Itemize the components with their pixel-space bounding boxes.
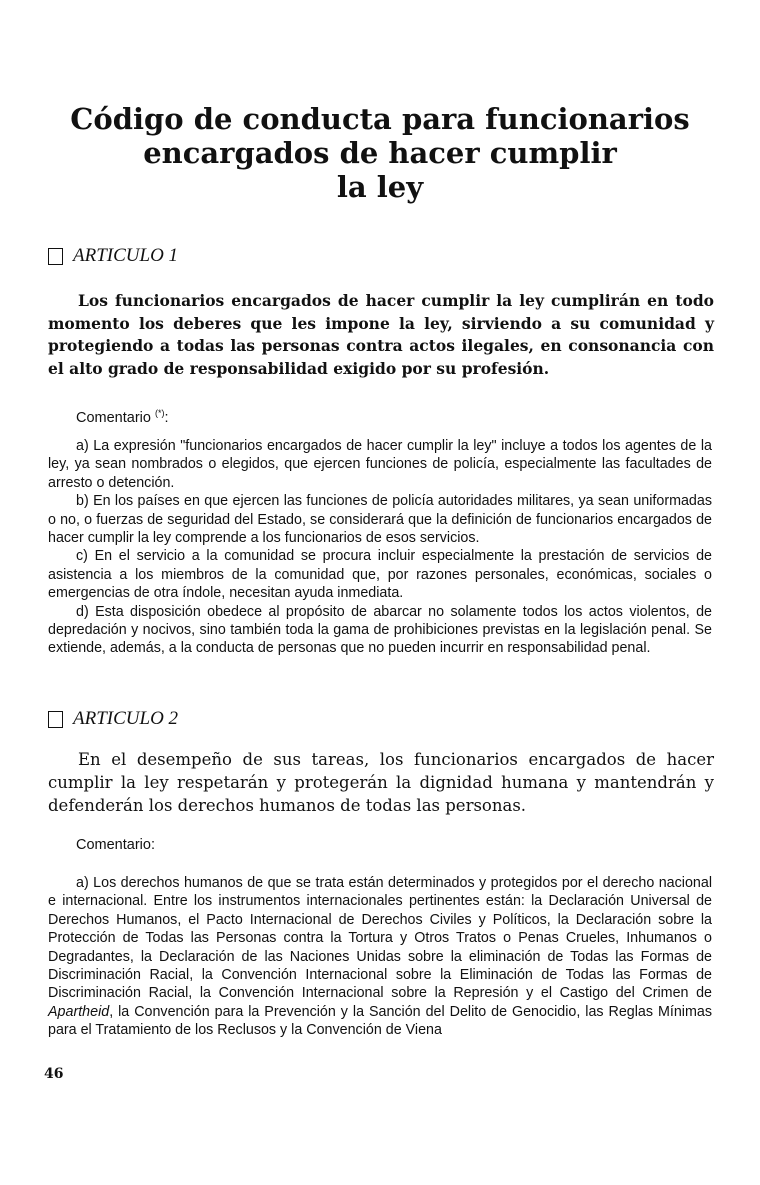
title-line-2: encargados de hacer cumplir bbox=[143, 136, 617, 170]
checkbox-square-icon bbox=[48, 248, 63, 265]
article-2-heading bbox=[48, 708, 178, 730]
article-2-heading-text: ARTICULO 2 bbox=[73, 708, 179, 729]
comment-item-a bbox=[48, 874, 712, 1040]
comment-label-colon: : bbox=[164, 409, 169, 426]
comment-item-d: d) Esta disposición obedece al propósito de abarcar no solamente todos los actos violentos, de depredación y nocivos, sino también toda la gama de prohibiciones previstas en la legislación penal. Se extiende, además, a la conducta de personas que no pueden incurrir en responsabilidad penal. bbox=[48, 603, 712, 657]
article-1-text: Los funcionarios encargados de hacer cumplir la ley cumplirán en todo momento los deberes que les impone la ley, sirviendo a su comunidad y protegiendo a todas las personas contra actos ilegales, en consonancia con el alto grado de responsabilidad exigido por su profesión. bbox=[48, 291, 714, 378]
article-2-comment-label: Comentario: bbox=[76, 837, 155, 853]
title-line-1: Código de conducta para funcionarios bbox=[70, 102, 690, 136]
page-number: 46 bbox=[44, 1066, 64, 1082]
document-title bbox=[60, 102, 700, 204]
checkbox-square-icon bbox=[48, 711, 63, 728]
article-2-comments bbox=[48, 874, 712, 1040]
title-line-3: la ley bbox=[336, 170, 424, 204]
comment-item-c: c) En el servicio a la comunidad se procura incluir especialmente la prestación de servicios de asistencia a los miembros de la comunidad que, por razones personales, económicas, sociales o emergencias de otra índole, necesitan ayuda inmediata. bbox=[48, 548, 712, 602]
comment-a-italic-term: Apartheid bbox=[48, 1003, 110, 1020]
comment-a-text-before: a) Los derechos humanos de que se trata están determinados y protegidos por el derecho nacional e internacional. Entre los instrumentos internacionales pertinentes están: la Declaración Universal de Derechos Humanos, el Pacto Internacional de Derechos Civiles y Políticos, la Declaración sobre la Protección de Todas las Personas contra la Tortura y Otros Tratos o Penas Crueles, Inhumanos o Degradantes, la Declaración de las Naciones Unidas sobre la eliminación de Todas las Formas de Discriminación Racial, la Convención Internacional sobre la Eliminación de Todas las Formas de Discriminación Racial, la Convención Internacional sobre la Represión y el Castigo del Crimen de bbox=[48, 875, 712, 1002]
comment-item-a: a) La expresión "funcionarios encargados de hacer cumplir la ley" incluye a todos los agentes de la ley, ya sean nombrados o elegidos, que ejercen funciones de policía, especialmente las facultades de arresto o detención. bbox=[48, 438, 712, 491]
article-1-comment-label bbox=[76, 404, 169, 427]
article-2-text: En el desempeño de sus tareas, los funcionarios encargados de hacer cumplir la ley respetarán y protegerán la dignidad humana y mantendrán y defenderán los derechos humanos de todas las personas. bbox=[48, 750, 714, 815]
comment-item-b: b) En los países en que ejercen las funciones de policía autoridades militares, ya sean uniformadas o no, o fuerzas de seguridad del Estado, se considerará que la definición de funcionarios encargados de hacer cumplir la ley comprende a los funcionarios de esos servicios. bbox=[48, 493, 712, 547]
comment-footnote-mark: (*) bbox=[154, 408, 165, 418]
article-1-heading-text: ARTICULO 1 bbox=[73, 245, 179, 266]
comment-a-text-after: , la Convención para la Prevención y la Sanción del Delito de Genocidio, las Reglas Mínimas para el Tratamiento de los Reclusos y la Convención de Viena bbox=[48, 1003, 712, 1039]
comment-label-text: Comentario bbox=[76, 409, 151, 426]
article-1-heading bbox=[48, 245, 178, 267]
article-1-comments bbox=[48, 437, 712, 658]
